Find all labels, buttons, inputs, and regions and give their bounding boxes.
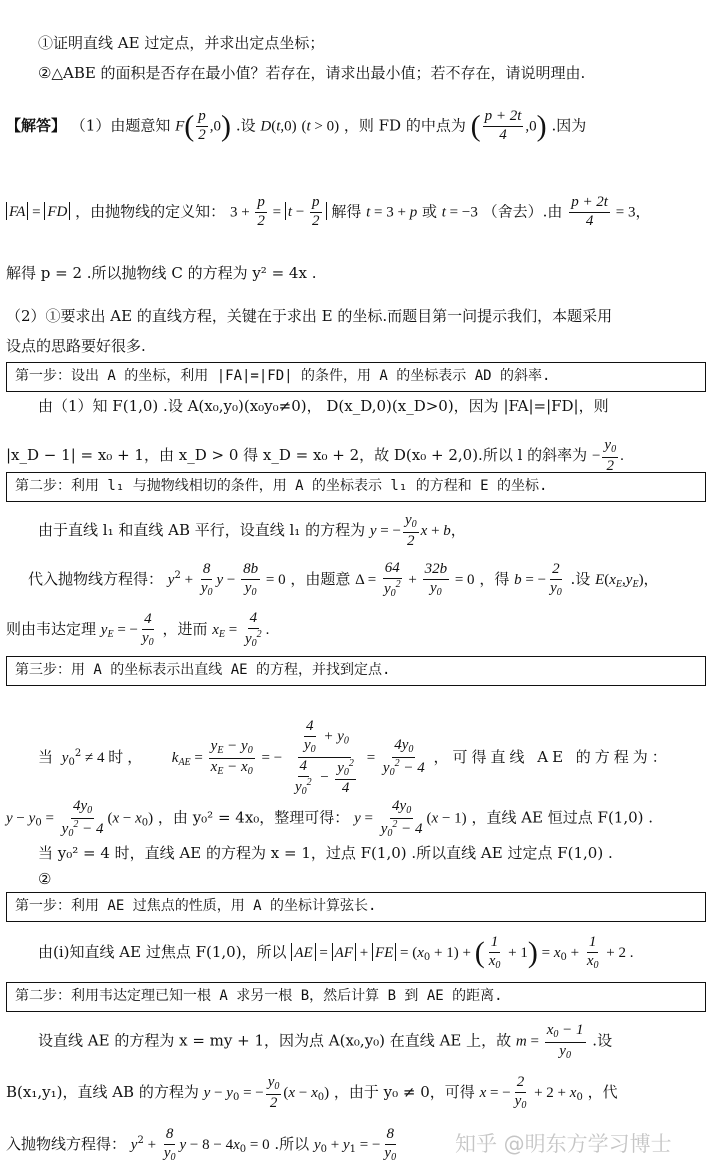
step5-line-2c: ，代: [587, 1082, 618, 1101]
answer-line-3: 解得 p = 2 .所以抛物线 C 的方程为 y² = 4x .: [6, 264, 317, 282]
step3-box: 第三步：用 A 的坐标表示出直线 AE 的方程，并找到定点.: [6, 656, 706, 686]
step5-line-2-text: B(x₁,y₁)，直线 AB 的方程为: [6, 1082, 199, 1101]
step5-line-1b: .设: [592, 1031, 613, 1050]
answer-line-1: 【解答】 （1）由题意知 F( $\frac{p}{2}$ ,0) .设 D(t,0) (t > 0) ，则 FD 的中点为 ( $\frac{p + 2t}{4}$ ,0) .因为: [6, 108, 587, 144]
watermark: 知乎 @明东方学习博士: [455, 1132, 672, 1156]
step5-line-3b: .所以: [274, 1134, 310, 1153]
part1-a: （1）由题意知: [70, 116, 171, 135]
step2-line-1: 由于直线 l₁ 和直线 AB 平行，设直线 l₁ 的方程为 y = − $\frac{y_0}{2}$ x + b，: [38, 512, 466, 549]
step3-can: ，可得直线 AE 的方程为：: [433, 747, 671, 766]
step3-when2: 时，: [108, 747, 147, 766]
step4-line: 由(i)知直线 AE 过焦点 F(1,0)，所以 AE = AF + FE = $(x_0 + 1)$ + ( $\frac{1}{x_0}$ + $1) = x_0$ + $\frac{1}{x_0}$ + 2 .: [38, 934, 634, 972]
question-2-text: ②△ABE 的面积是否存在最小值？若存在，请求出最小值；若不存在，请说明理由.: [38, 64, 586, 82]
part1-e: ，由抛物线的定义知：: [75, 202, 226, 221]
step2-line-2d: .设: [570, 569, 591, 588]
step3-line-1: 当 $y_0^2 \ne 4$ 时， $k_{AE}$ = $\frac{y_E - y_0}{x_E - x_0}$ = − $\frac{4}{y_0}$ + $y_0$ $\frac{4}{y_0^2}$ − $\frac{y_0^2}{4}$ = $\frac{4y_0}{y_0^2 - 4}$ ，可得直线 AE 的方程为：: [38, 718, 671, 797]
step4-box: 第一步：利用 AE 过焦点的性质，用 A 的坐标计算弦长.: [6, 892, 706, 922]
step2-line-2: 代入抛物线方程得： $y^2$ + $\frac{8}{y_0}$ y − $\frac{8b}{y_0}$ = 0 ，由题意 Δ = $\frac{64}{y_0^2}$ + $\frac{32b}{y_0}$ = 0 ，得 b = − $\frac{2}{y_0}$ .设 $E(x_E,y_E)$，: [28, 560, 659, 600]
step5-line-3: 入抛物线方程得： $y^2$ + $\frac{8}{y_0}$ $y - 8 - 4x_0 = 0$ .所以 $y_0 + y_1$ = − $\frac{8}{y_0}$: [6, 1126, 397, 1164]
step1-line-2-text: |x_D − 1| = x₀ + 1，由 x_D > 0 得 x_D = x₀ + 2，故 D(x₀ + 2,0).所以 l 的斜率为: [6, 445, 588, 464]
q2-mark: ②: [38, 870, 52, 888]
step3-line-2: $y - y_0$ = $\frac{4y_0}{y_0^2 - 4}$ $(x - x_0)$ ，由 y₀² = 4x₀，整理可得： y = $\frac{4y_0}{y_0^2 - 4}$ (x − 1) ，直线 AE 恒过点 F(1,0) .: [6, 798, 654, 839]
step1-line-1: 由（1）知 F(1,0) .设 A(x₀,y₀)(x₀y₀≠0)， D(x_D,0)(x_D>0)，因为 |FA|=|FD|，则: [38, 397, 609, 415]
step2-line-2b: ，由题意: [290, 569, 351, 588]
part2-intro-1: （2）①要求出 AE 的直线方程，关键在于求出 E 的坐标.而题目第一问提示我们，本题采用: [6, 307, 613, 325]
part1-f: 解得: [331, 202, 362, 221]
step3-line-2c: ，直线 AE 恒过点 F(1,0) .: [471, 808, 654, 827]
step4-line-text: 由(i)知直线 AE 过焦点 F(1,0)，所以: [38, 942, 287, 961]
part1-c: ，则 FD 的中点为: [343, 116, 466, 135]
answer-line-2: FA = FD ，由抛物线的定义知： 3 + $\frac{p}{2}$ = t − $\frac{p}{2}$ 解得 t = 3 + p 或 t = −3 （舍去）.由 $\frac{p + 2t}{4}$ = 3，: [6, 194, 650, 231]
step5-line-1: 设直线 AE 的方程为 x = my + 1，因为点 A(x₀,y₀) 在直线 AE 上，故 m = $\frac{x_0 - 1}{y_0}$ .设: [38, 1022, 613, 1061]
question-1-text: ①证明直线 AE 过定点，并求出定点坐标；: [38, 34, 325, 52]
answer-tag: 【解答】: [6, 116, 67, 135]
step3-when: 当: [38, 747, 58, 766]
part2-intro-2: 设点的思路要好很多.: [6, 337, 146, 355]
step3-line-2b: ，由 y₀² = 4x₀，整理可得：: [157, 808, 350, 827]
part1-g: （舍去）.由: [482, 202, 563, 221]
step5-line-2b: ，由于 y₀ ≠ 0，可得: [333, 1082, 475, 1101]
step2-box: 第二步：利用 l₁ 与抛物线相切的条件，用 A 的坐标表示 l₁ 的方程和 E 的坐标.: [6, 472, 706, 502]
step2-line-3: 则由韦达定理 $y_E$ = − $\frac{4}{y_0}$ ，进而 $x_E$ = $\frac{4}{y_0^2}$ .: [6, 610, 270, 650]
step5-line-2: B(x₁,y₁)，直线 AB 的方程为 $y - y_0$ = − $\frac{y_0}{2}$ $(x - x_0)$ ，由于 y₀ ≠ 0，可得 x = − $\frac{2}{y_0}$ + $2 + x_0$ ，代: [6, 1074, 618, 1112]
step2-line-2c: ，得: [479, 569, 510, 588]
part1-d: .因为: [551, 116, 587, 135]
step2-line-1-text: 由于直线 l₁ 和直线 AB 平行，设直线 l₁ 的方程为: [38, 520, 366, 539]
step5-box: 第二步：利用韦达定理已知一根 A 求另一根 B，然后计算 B 到 AE 的距离.: [6, 982, 706, 1012]
step5-line-3-text: 入抛物线方程得：: [6, 1134, 127, 1153]
step1-line-2: |x_D − 1| = x₀ + 1，由 x_D > 0 得 x_D = x₀ + 2，故 D(x₀ + 2,0).所以 l 的斜率为 − $\frac{y_0}{2}$ .: [6, 437, 624, 474]
step5-line-1-text: 设直线 AE 的方程为 x = my + 1，因为点 A(x₀,y₀) 在直线 AE 上，故: [38, 1031, 512, 1050]
step3-line-3: 当 y₀² = 4 时，直线 AE 的方程为 x = 1，过点 F(1,0) .所以直线 AE 过定点 F(1,0) .: [38, 844, 613, 862]
part1-b: .设: [235, 116, 256, 135]
step2-line-3-text: 则由韦达定理: [6, 619, 97, 638]
step1-box: 第一步：设出 A 的坐标，利用 |FA|=|FD| 的条件，用 A 的坐标表示 AD 的斜率.: [6, 362, 706, 392]
step2-line-3b: ，进而: [162, 619, 208, 638]
step2-line-2-text: 代入抛物线方程得：: [28, 569, 164, 588]
